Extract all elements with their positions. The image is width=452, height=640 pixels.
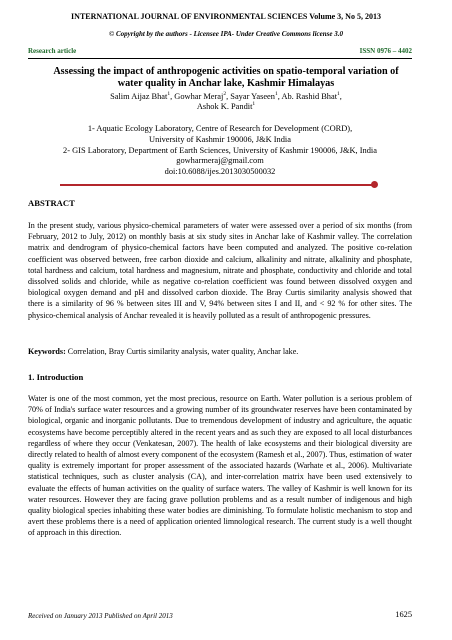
received-date: Received on January 2013 Published on April 2013 [28, 612, 173, 620]
affiliation-line: University of Kashmir 190006, J&K India [149, 134, 291, 144]
copyright-line: © Copyright by the authors - Licensee IPA- Under Creative Commons license 3.0 [109, 30, 343, 38]
page-number: 1625 [395, 610, 412, 619]
affiliation-line: 1- Aquatic Ecology Laboratory, Centre of Research for Development (CORD), [87, 124, 353, 133]
affiliation-mark: 1 [337, 91, 340, 98]
author-name: , Gowhar Meraj [170, 92, 224, 101]
keywords [28, 346, 412, 357]
journal-header: INTERNATIONAL JOURNAL OF ENVIRONMENTAL SCIENCES Volume 3, No 5, 2013 [71, 12, 381, 21]
header-rule [28, 58, 412, 59]
issn: ISSN 0976 – 4402 [359, 47, 412, 55]
article-type: Research article [28, 47, 77, 55]
author-list [40, 92, 412, 112]
author-email[interactable]: gowharmeraj@gmail.com [176, 156, 264, 166]
abstract-heading: ABSTRACT [28, 198, 75, 208]
author-name: Salim Aijaz Bhat [110, 92, 168, 101]
affiliation-mark: 2 [223, 91, 227, 98]
author-separator: , [339, 92, 342, 101]
paper-title: Assessing the impact of anthropogenic activities on spatio-temporal variation of water quality in Anchar lake, Kashmir Himalayas [53, 66, 399, 89]
author-name: Ashok K. Pandit [196, 102, 253, 111]
doi-link[interactable]: doi:10.6088/ijes.2013030500032 [164, 167, 276, 177]
divider-dot [371, 181, 378, 188]
introduction-heading: 1. Introduction [28, 372, 84, 382]
affiliation-line: 2- GIS Laboratory, Department of Earth Sciences, University of Kashmir 190006, J&K, India [63, 145, 377, 155]
introduction-text: Water is one of the most common, yet the most precious, resource on Earth. Water pollution is a serious problem of 70% of India's surface water resources and a growing number of its groundwater reserves have been contaminated by biological, organic and inorganic pollutants. Due to tremendous development of industry and agriculture, the aquatic ecosystems have become perceptibly altered in the recent years and as such they are exposed to all local disturbances regardless of where they occur (Venkatesan, 2007). The health of lake ecosystems and their biological diversity are directly related to health of almost every component of the ecosystem (Ramesh et al., 2007). Thus, estimation of water quality is extremely important for proper assessment of the associated hazards (Warhate et al., 2006). Multivariate statistical techniques, such as cluster analysis (CA), and inter-correlation matrix have been used extensively to evaluate the effects of human activities on the quality of surface waters. The valley of Kashmir is well known for its water resources. However they are facing grave pollution problems and as a result number of indigenous and high quality biological species inhabiting these water bodies are diminishing. To formulate holistic mechanism to stop and avert these problems there is a need of application oriented limnological research. The current study is a well thought of approach in this direction. [28, 394, 412, 538]
abstract-text: In the present study, various physico-chemical parameters of water were assessed over a period of six months (from February, 2012 to July, 2012) on monthly basis at six study sites in Anchar lake of Kashmir valley. The correlation matrix and dendrogram of physico-chemical factors have been computed and analyzed. The positive co-relation coefficient was observed between, free carbon dioxide and calcium, alkalinity and nitrate, alkalinity and phosphate, total hardness and calcium, total hardness and magnesium, nitrate and phosphate, conductivity and chloride and total dissolved solids and chloride, while as negative co-relation coefficient was found between dissolved oxygen and biological oxygen demand and pH and dissolved carbon dioxide. The Bray Curtis similarity analysis showed that there is a similarity of 96 % between sites III and V, 94% between sites I and II, and < 92 % for other sites. The physico-chemical analysis of Anchar revealed it is heavily polluted as a result of anthropogenic pressures. [28, 221, 412, 320]
author-name: , Sayar Yaseen [226, 92, 275, 101]
affiliations [28, 124, 412, 178]
author-name: , Ab. Rashid Bhat [277, 92, 338, 101]
keywords-label: Keywords: [28, 347, 66, 356]
keywords-text: Correlation, Bray Curtis similarity analysis, water quality, Anchar lake. [65, 347, 299, 356]
affiliation-mark: 1 [167, 91, 171, 98]
section-divider [60, 181, 378, 189]
divider-bar [60, 184, 372, 186]
affiliation-mark: 1 [252, 101, 256, 108]
affiliation-mark: 1 [274, 91, 278, 98]
